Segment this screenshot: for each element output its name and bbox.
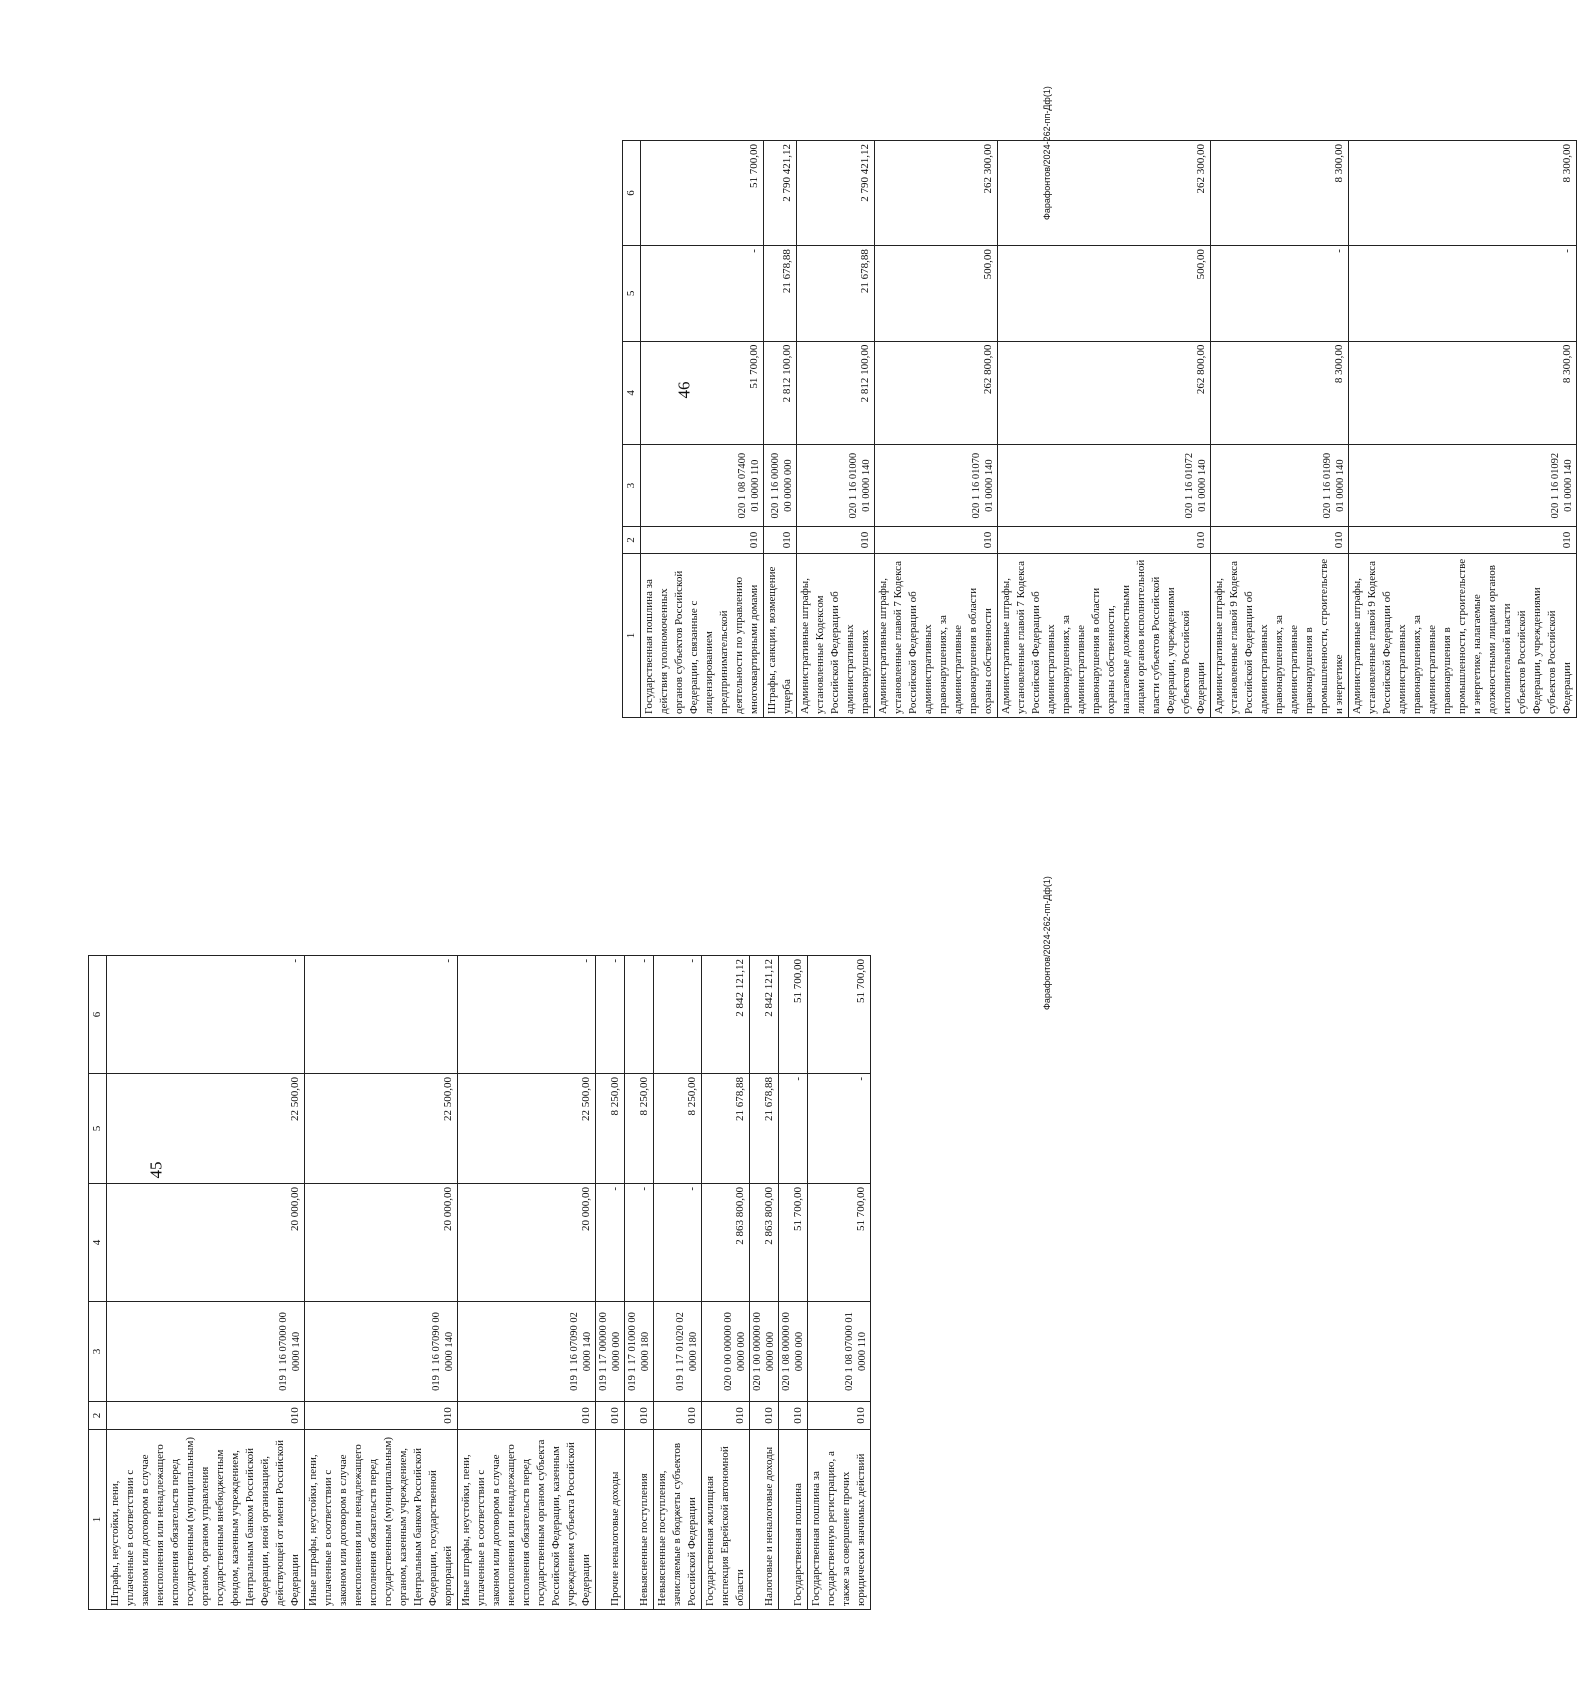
row-name-cell: Невыясненные поступления bbox=[625, 1430, 654, 1610]
approved-amount-cell: 8 300,00 bbox=[1211, 341, 1349, 445]
executed-amount-cell: 21 678,88 bbox=[797, 246, 875, 341]
table-row bbox=[750, 956, 779, 1610]
budget-code-cell: 020 0 00 00000 00 0000 000 bbox=[702, 1302, 750, 1402]
executed-amount-cell: 8 250,00 bbox=[625, 1074, 654, 1184]
line-code-cell: 010 bbox=[702, 1402, 750, 1430]
budget-code-cell: 019 1 16 07000 00 0000 140 bbox=[107, 1302, 305, 1402]
unexecuted-amount-cell: 51 700,00 bbox=[808, 956, 871, 1074]
budget-code-cell: 020 1 16 01092 01 0000 140 bbox=[1349, 445, 1577, 527]
budget-code-cell: 019 1 17 00000 00 0000 000 bbox=[596, 1302, 625, 1402]
executed-amount-cell: 8 250,00 bbox=[654, 1074, 702, 1184]
row-name-cell: Административные штрафы, установленные главой 7 Кодекса Российской Федерации об административных правонарушениях, за административные правонарушения в области охраны собственности bbox=[875, 553, 998, 717]
row-name-cell: Государственная пошлина за действия уполномоченных органов субъектов Российской Федерации, связанные с лицензированием предпринимательской деятельности по управлению многоквартирными домами bbox=[641, 553, 764, 717]
approved-amount-cell: 2 863 800,00 bbox=[702, 1184, 750, 1302]
line-code-cell: 010 bbox=[808, 1402, 871, 1430]
unexecuted-amount-cell: - bbox=[305, 956, 458, 1074]
row-name-cell: Административные штрафы, установленные главой 9 Кодекса Российской Федерации об административных правонарушениях, за административные правонарушения в промышленности, строительстве и энергетике, налагаемые должностными лицами органов исполнительной власти субъектов Российской Федерации, учреждениями субъектов Российской Федерации bbox=[1349, 553, 1577, 717]
table-row bbox=[779, 956, 808, 1610]
budget-code-cell: 020 1 16 01072 01 0000 140 bbox=[998, 445, 1211, 527]
line-code-cell: 010 bbox=[779, 1402, 808, 1430]
row-name-cell: Прочие неналоговые доходы bbox=[596, 1430, 625, 1610]
row-name-cell: Административные штрафы, установленные главой 7 Кодекса Российской Федерации об административных правонарушениях, за административные правонарушения в области охраны собственности, налагаемые должностными лицами органов исполнительной власти субъектов Российской Федерации, учреждениями субъектов Российской Федерации bbox=[998, 553, 1211, 717]
row-name-cell: Иные штрафы, неустойки, пени, уплаченные в соответствии с законом или договором в случае неисполнения или ненадлежащего исполнения обязательств перед государственным (муниципальным) органом, казенным учреждением, Центральным банком Российской Федерации, государственной корпорацией bbox=[305, 1430, 458, 1610]
table-row bbox=[107, 956, 305, 1610]
unexecuted-amount-cell: 2 842 121,12 bbox=[750, 956, 779, 1074]
approved-amount-cell: 2 863 800,00 bbox=[750, 1184, 779, 1302]
unexecuted-amount-cell: - bbox=[625, 956, 654, 1074]
left-page-table-wrapper bbox=[88, 955, 871, 1610]
column-header: 5 bbox=[623, 246, 641, 341]
table-row bbox=[654, 956, 702, 1610]
right-table-body bbox=[641, 141, 1577, 718]
line-code-cell: 010 bbox=[641, 527, 764, 554]
line-code-cell: 010 bbox=[797, 527, 875, 554]
unexecuted-amount-cell: 2 790 421,12 bbox=[764, 141, 797, 246]
table-row bbox=[702, 956, 750, 1610]
line-code-cell: 010 bbox=[998, 527, 1211, 554]
column-header: 2 bbox=[623, 527, 641, 554]
approved-amount-cell: - bbox=[654, 1184, 702, 1302]
line-code-cell: 010 bbox=[764, 527, 797, 554]
unexecuted-amount-cell: 2 842 121,12 bbox=[702, 956, 750, 1074]
right-page-table-wrapper bbox=[622, 140, 1577, 718]
row-name-cell: Государственная пошлина за государственную регистрацию, а также за совершение прочих юридически значимых действий bbox=[808, 1430, 871, 1610]
table-row bbox=[625, 956, 654, 1610]
executed-amount-cell: 500,00 bbox=[875, 246, 998, 341]
column-header: 1 bbox=[623, 553, 641, 717]
table-row bbox=[596, 956, 625, 1610]
line-code-cell: 010 bbox=[1211, 527, 1349, 554]
executed-amount-cell: - bbox=[779, 1074, 808, 1184]
executed-amount-cell: 500,00 bbox=[998, 246, 1211, 341]
line-code-cell: 010 bbox=[596, 1402, 625, 1430]
table-row bbox=[808, 956, 871, 1610]
column-header: 2 bbox=[89, 1402, 107, 1430]
budget-code-cell: 020 1 08 07400 01 0000 110 bbox=[641, 445, 764, 527]
column-header: 4 bbox=[89, 1184, 107, 1302]
approved-amount-cell: 262 800,00 bbox=[875, 341, 998, 445]
right-revenue-table bbox=[622, 140, 1577, 718]
approved-amount-cell: 20 000,00 bbox=[107, 1184, 305, 1302]
executed-amount-cell: 22 500,00 bbox=[458, 1074, 596, 1184]
footer-right: Фарафонтов/2024-262-пп-Дф(1) bbox=[1042, 86, 1052, 220]
unexecuted-amount-cell: 51 700,00 bbox=[641, 141, 764, 246]
budget-code-cell: 020 1 08 00000 00 0000 000 bbox=[779, 1302, 808, 1402]
unexecuted-amount-cell: 262 300,00 bbox=[998, 141, 1211, 246]
executed-amount-cell: - bbox=[1349, 246, 1577, 341]
column-header: 6 bbox=[623, 141, 641, 246]
line-code-cell: 010 bbox=[654, 1402, 702, 1430]
approved-amount-cell: 51 700,00 bbox=[808, 1184, 871, 1302]
executed-amount-cell: 22 500,00 bbox=[305, 1074, 458, 1184]
row-name-cell: Административные штрафы, установленные главой 9 Кодекса Российской Федерации об административных правонарушениях, за административные правонарушения в промышленности, строительстве и энергетике bbox=[1211, 553, 1349, 717]
row-name-cell: Налоговые и неналоговые доходы bbox=[750, 1430, 779, 1610]
unexecuted-amount-cell: - bbox=[458, 956, 596, 1074]
unexecuted-amount-cell: 8 300,00 bbox=[1211, 141, 1349, 246]
executed-amount-cell: - bbox=[808, 1074, 871, 1184]
table-row bbox=[1349, 141, 1577, 718]
line-code-cell: 010 bbox=[458, 1402, 596, 1430]
row-name-cell: Иные штрафы, неустойки, пени, уплаченные в соответствии с законом или договором в случае неисполнения или ненадлежащего исполнения обязательств перед государственным органом субъекта Российской Федерации, казенным учреждением субъекта Российской Федерации bbox=[458, 1430, 596, 1610]
page-number-left: 45 bbox=[146, 1161, 166, 1179]
table-row bbox=[875, 141, 998, 718]
unexecuted-amount-cell: 2 790 421,12 bbox=[797, 141, 875, 246]
budget-code-cell: 020 1 16 01070 01 0000 140 bbox=[875, 445, 998, 527]
budget-code-cell: 019 1 16 07090 00 0000 140 bbox=[305, 1302, 458, 1402]
unexecuted-amount-cell: - bbox=[654, 956, 702, 1074]
budget-code-cell: 019 1 17 01020 02 0000 180 bbox=[654, 1302, 702, 1402]
executed-amount-cell: 21 678,88 bbox=[750, 1074, 779, 1184]
executed-amount-cell: 22 500,00 bbox=[107, 1074, 305, 1184]
unexecuted-amount-cell: 51 700,00 bbox=[779, 956, 808, 1074]
approved-amount-cell: 8 300,00 bbox=[1349, 341, 1577, 445]
row-name-cell: Административные штрафы, установленные Кодексом Российской Федерации об административных правонарушениях bbox=[797, 553, 875, 717]
table-row bbox=[764, 141, 797, 718]
column-header: 3 bbox=[89, 1302, 107, 1402]
budget-code-cell: 019 1 16 07090 02 0000 140 bbox=[458, 1302, 596, 1402]
budget-code-cell: 019 1 17 01000 00 0000 180 bbox=[625, 1302, 654, 1402]
line-code-cell: 010 bbox=[625, 1402, 654, 1430]
unexecuted-amount-cell: 8 300,00 bbox=[1349, 141, 1577, 246]
table-row bbox=[641, 141, 764, 718]
page-number-right: 46 bbox=[674, 381, 694, 399]
left-revenue-table bbox=[88, 955, 871, 1610]
budget-code-cell: 020 1 16 01090 01 0000 140 bbox=[1211, 445, 1349, 527]
executed-amount-cell: 8 250,00 bbox=[596, 1074, 625, 1184]
row-name-cell: Государственная пошлина bbox=[779, 1430, 808, 1610]
column-header: 5 bbox=[89, 1074, 107, 1184]
line-code-cell: 010 bbox=[875, 527, 998, 554]
budget-code-cell: 020 1 16 01000 01 0000 140 bbox=[797, 445, 875, 527]
table-row bbox=[458, 956, 596, 1610]
column-header: 6 bbox=[89, 956, 107, 1074]
executed-amount-cell: - bbox=[641, 246, 764, 341]
table-row bbox=[797, 141, 875, 718]
table-row bbox=[1211, 141, 1349, 718]
table-row bbox=[305, 956, 458, 1610]
approved-amount-cell: 2 812 100,00 bbox=[797, 341, 875, 445]
approved-amount-cell: - bbox=[596, 1184, 625, 1302]
unexecuted-amount-cell: 262 300,00 bbox=[875, 141, 998, 246]
line-code-cell: 010 bbox=[750, 1402, 779, 1430]
row-name-cell: Невыясненные поступления, зачисляемые в бюджеты субъектов Российской Федерации bbox=[654, 1430, 702, 1610]
approved-amount-cell: 2 812 100,00 bbox=[764, 341, 797, 445]
footer-left: Фарафонтов/2024-262-пп-Дф(1) bbox=[1042, 876, 1052, 1010]
line-code-cell: 010 bbox=[305, 1402, 458, 1430]
table-header-row bbox=[89, 956, 107, 1610]
budget-code-cell: 020 1 16 00000 00 0000 000 bbox=[764, 445, 797, 527]
unexecuted-amount-cell: - bbox=[107, 956, 305, 1074]
budget-code-cell: 020 1 08 07000 01 0000 110 bbox=[808, 1302, 871, 1402]
row-name-cell: Штрафы, санкции, возмещение ущерба bbox=[764, 553, 797, 717]
executed-amount-cell: 21 678,88 bbox=[702, 1074, 750, 1184]
left-table-body bbox=[107, 956, 871, 1610]
approved-amount-cell: 51 700,00 bbox=[641, 341, 764, 445]
line-code-cell: 010 bbox=[1349, 527, 1577, 554]
column-header: 3 bbox=[623, 445, 641, 527]
executed-amount-cell: - bbox=[1211, 246, 1349, 341]
row-name-cell: Штрафы, неустойки, пени, уплаченные в соответствии с законом или договором в случае неисполнения или ненадлежащего исполнения обязательств перед государственным (муниципальным) органом, органом управления государственным внебюджетным фондом, казенным учреждением, Центральным банком Российской Федерации, иной организацией, действующей от имени Российской Федерации bbox=[107, 1430, 305, 1610]
column-header: 1 bbox=[89, 1430, 107, 1610]
approved-amount-cell: - bbox=[625, 1184, 654, 1302]
column-header: 4 bbox=[623, 341, 641, 445]
table-header-row bbox=[623, 141, 641, 718]
table-row bbox=[998, 141, 1211, 718]
approved-amount-cell: 262 800,00 bbox=[998, 341, 1211, 445]
budget-code-cell: 020 1 00 00000 00 0000 000 bbox=[750, 1302, 779, 1402]
approved-amount-cell: 51 700,00 bbox=[779, 1184, 808, 1302]
row-name-cell: Государственная жилищная инспекция Еврейской автономной области bbox=[702, 1430, 750, 1610]
line-code-cell: 010 bbox=[107, 1402, 305, 1430]
executed-amount-cell: 21 678,88 bbox=[764, 246, 797, 341]
approved-amount-cell: 20 000,00 bbox=[458, 1184, 596, 1302]
unexecuted-amount-cell: - bbox=[596, 956, 625, 1074]
approved-amount-cell: 20 000,00 bbox=[305, 1184, 458, 1302]
